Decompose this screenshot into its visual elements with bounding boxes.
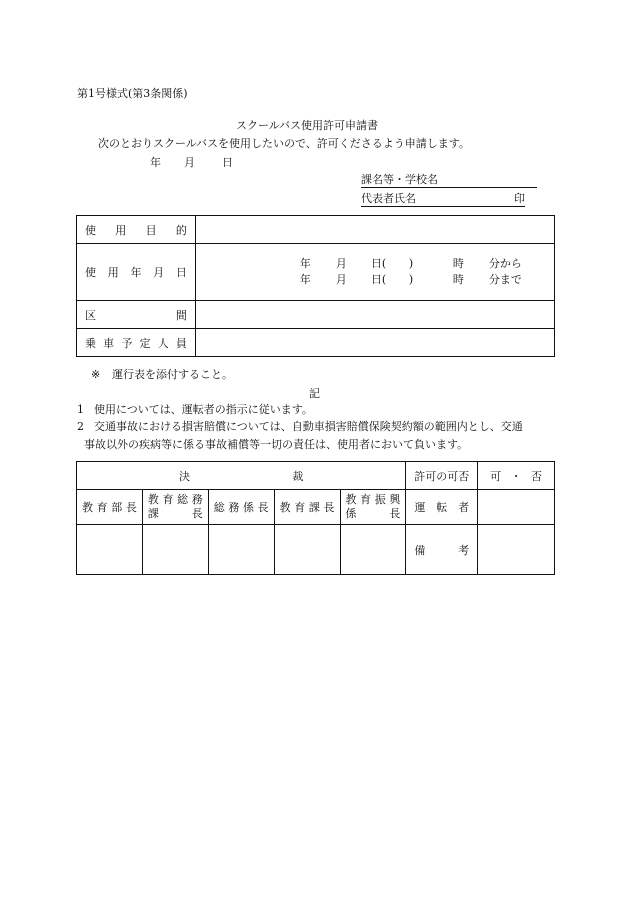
section-row: [77, 301, 555, 329]
school-name-line[interactable]: [361, 174, 537, 188]
usage-date-row: [77, 244, 555, 301]
section-value[interactable]: [195, 301, 554, 329]
school-name-label: 課名等・学校名: [361, 173, 438, 186]
term-1-number: 1: [77, 403, 84, 416]
passengers-label: 乗 車 予 定 人 員: [85, 336, 187, 350]
representative-label: 代表者氏名: [361, 192, 416, 205]
driver-value[interactable]: [478, 490, 555, 525]
usage-date-value[interactable]: [195, 244, 554, 301]
seal-box-education-promotion-chief[interactable]: [340, 525, 406, 575]
role-education-promotion-chief: 教 育 振 興 係 長: [345, 493, 401, 520]
remarks-label: 備 考: [414, 543, 470, 557]
role-education-section-manager: 教 育 課 長: [279, 501, 335, 514]
purpose-label: 使 用 目 的: [85, 223, 187, 237]
roles-row: [77, 490, 555, 525]
seal-box-general-affairs-manager[interactable]: [142, 525, 208, 575]
term-1-text: 使用については、運転者の指示に従います。: [94, 403, 313, 416]
intro-text: 次のとおりスクールバスを使用したいので、許可くださるよう申請します。: [98, 137, 470, 150]
seal-row: [77, 525, 555, 575]
ki-heading: 記: [309, 387, 320, 400]
seal-mark: 印: [514, 192, 525, 205]
role-education-director: 教 育 部 長: [82, 501, 137, 514]
role-general-affairs-manager: 教 育 総 務 課 長: [147, 493, 203, 520]
passengers-row: [77, 329, 555, 357]
date-month: 月: [184, 156, 195, 169]
purpose-value[interactable]: [195, 216, 554, 244]
application-table: [76, 215, 555, 357]
representative-line[interactable]: [361, 193, 525, 207]
date-year: 年: [150, 156, 161, 169]
passengers-value[interactable]: [195, 329, 554, 357]
purpose-row: [77, 216, 555, 244]
section-label: 区 間: [85, 308, 187, 322]
usage-from-line: 年 月 日( ) 時 分から: [299, 257, 522, 270]
remarks-value[interactable]: [478, 525, 555, 575]
note-text: 運行表を添付すること。: [112, 368, 233, 381]
seal-box-education-director[interactable]: [77, 525, 143, 575]
term-2-text: 交通事故における損害賠償については、自動車損害賠償保険契約額の範囲内とし、交通: [94, 420, 523, 433]
usage-date-label: 使 用 年 月 日: [85, 266, 187, 279]
form-number: 第1号様式(第3条関係): [77, 87, 188, 100]
date-day: 日: [222, 156, 233, 169]
decision-header: 決 裁: [179, 469, 304, 483]
seal-box-education-section-manager[interactable]: [274, 525, 340, 575]
usage-to-line: 年 月 日( ) 時 分まで: [299, 273, 522, 286]
approval-header-row: [77, 462, 555, 490]
approval-table: [76, 461, 555, 575]
role-general-affairs-chief: 総 務 係 長: [213, 501, 269, 514]
document-title: スクールバス使用許可申請書: [236, 119, 379, 132]
seal-box-general-affairs-chief[interactable]: [208, 525, 274, 575]
permit-value[interactable]: 可 ・ 否: [490, 469, 542, 483]
term-2-continuation: 事故以外の疾病等に係る事故補償等一切の責任は、使用者において負います。: [84, 438, 469, 451]
term-2-number: 2: [77, 420, 84, 433]
driver-label: 運 転 者: [414, 501, 470, 514]
permit-label: 許可の可否: [414, 469, 470, 483]
note-mark: ※: [91, 368, 101, 381]
